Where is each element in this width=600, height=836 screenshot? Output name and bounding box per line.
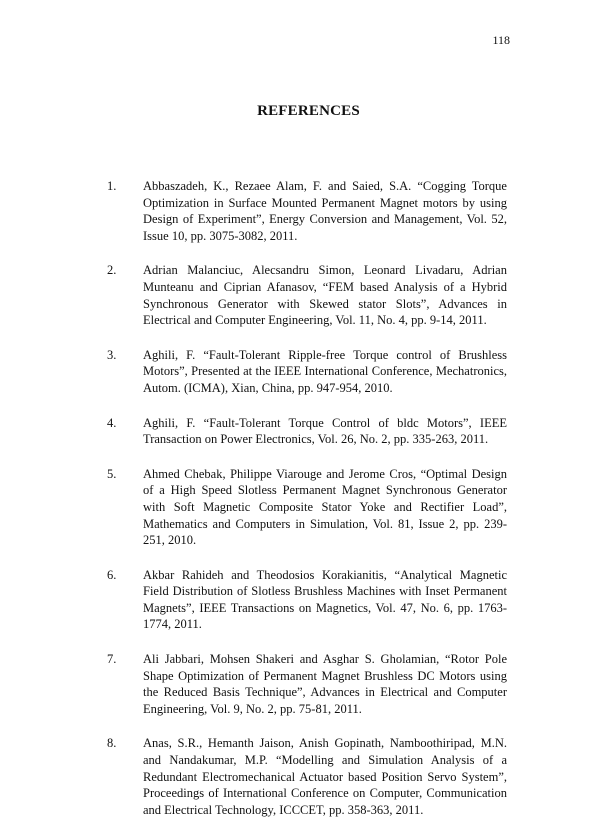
- reference-number: 7.: [107, 652, 117, 667]
- reference-number: 8.: [107, 736, 117, 751]
- reference-text: Ahmed Chebak, Philippe Viarouge and Jerome Cros, “Optimal Design of a High Speed Slotless Permanent Magnet Synchronous Generator with Soft Magnetic Composite Stator Yoke and Rectifier Load”, Mathematics and Computers in Simulation, Vol. 81, Issue 2, pp. 239-251, 2010.: [143, 466, 507, 548]
- reference-item: [0, 262, 600, 328]
- reference-item: [0, 415, 600, 448]
- reference-text: Aghili, F. “Fault-Tolerant Torque Control of bldc Motors”, IEEE Transaction on Power Electronics, Vol. 26, No. 2, pp. 335-263, 2011.: [143, 415, 507, 447]
- reference-number: 5.: [107, 466, 117, 481]
- page-number: 118: [492, 33, 510, 47]
- reference-text: Anas, S.R., Hemanth Jaison, Anish Gopinath, Namboothiripad, M.N. and Nandakumar, M.P. “Modelling and Simulation Analysis of a Redundant Electromechanical Actuator based Position Servo System”, Proceedings of International Conference on Computer, Communication and Electrical Technology, ICCCET, pp. 358-363, 2011.: [143, 736, 507, 817]
- reference-number: 3.: [107, 347, 117, 362]
- reference-item: [0, 178, 600, 244]
- reference-text: Adrian Malanciuc, Alecsandru Simon, Leonard Livadaru, Adrian Munteanu and Ciprian Afanasov, “FEM based Analysis of a Hybrid Synchronous Generator with Skewed stator Slots”, Advances in Electrical and Computer Engineering, Vol. 11, No. 4, pp. 9-14, 2011.: [143, 263, 507, 328]
- reference-item: [0, 567, 600, 633]
- reference-item: [0, 651, 600, 717]
- reference-text: Ali Jabbari, Mohsen Shakeri and Asghar S. Gholamian, “Rotor Pole Shape Optimization of Permanent Magnet Brushless DC Motors using the Reduced Basis Technique”, Advances in Electrical and Computer Engineering, Vol. 9, No. 2, pp. 75-81, 2011.: [143, 652, 507, 716]
- page-title: REFERENCES: [257, 103, 360, 119]
- reference-number: 4.: [107, 415, 117, 430]
- reference-item: [0, 347, 600, 397]
- reference-text: Aghili, F. “Fault-Tolerant Ripple-free Torque control of Brushless Motors”, Presented at the IEEE International Conference, Mechatronics, Autom. (ICMA), Xian, China, pp. 947-954, 2010.: [143, 347, 507, 395]
- reference-text: Akbar Rahideh and Theodosios Korakianitis, “Analytical Magnetic Field Distribution of Slotless Brushless Machines with Inset Permanent Magnets”, IEEE Transactions on Magnetics, Vol. 47, No. 6, pp. 1763-1774, 2011.: [143, 567, 507, 632]
- reference-text: Abbaszadeh, K., Rezaee Alam, F. and Saied, S.A. “Cogging Torque Optimization in Surface Mounted Permanent Magnet motors by using Design of Experiment”, Energy Conversion and Management, Vol. 52, Issue 10, pp. 3075-3082, 2011.: [143, 179, 507, 243]
- reference-item: [0, 735, 600, 818]
- reference-number: 1.: [107, 179, 117, 193]
- reference-number: 6.: [107, 567, 117, 582]
- reference-item: [0, 466, 600, 549]
- reference-list: [0, 178, 600, 836]
- reference-number: 2.: [107, 263, 117, 278]
